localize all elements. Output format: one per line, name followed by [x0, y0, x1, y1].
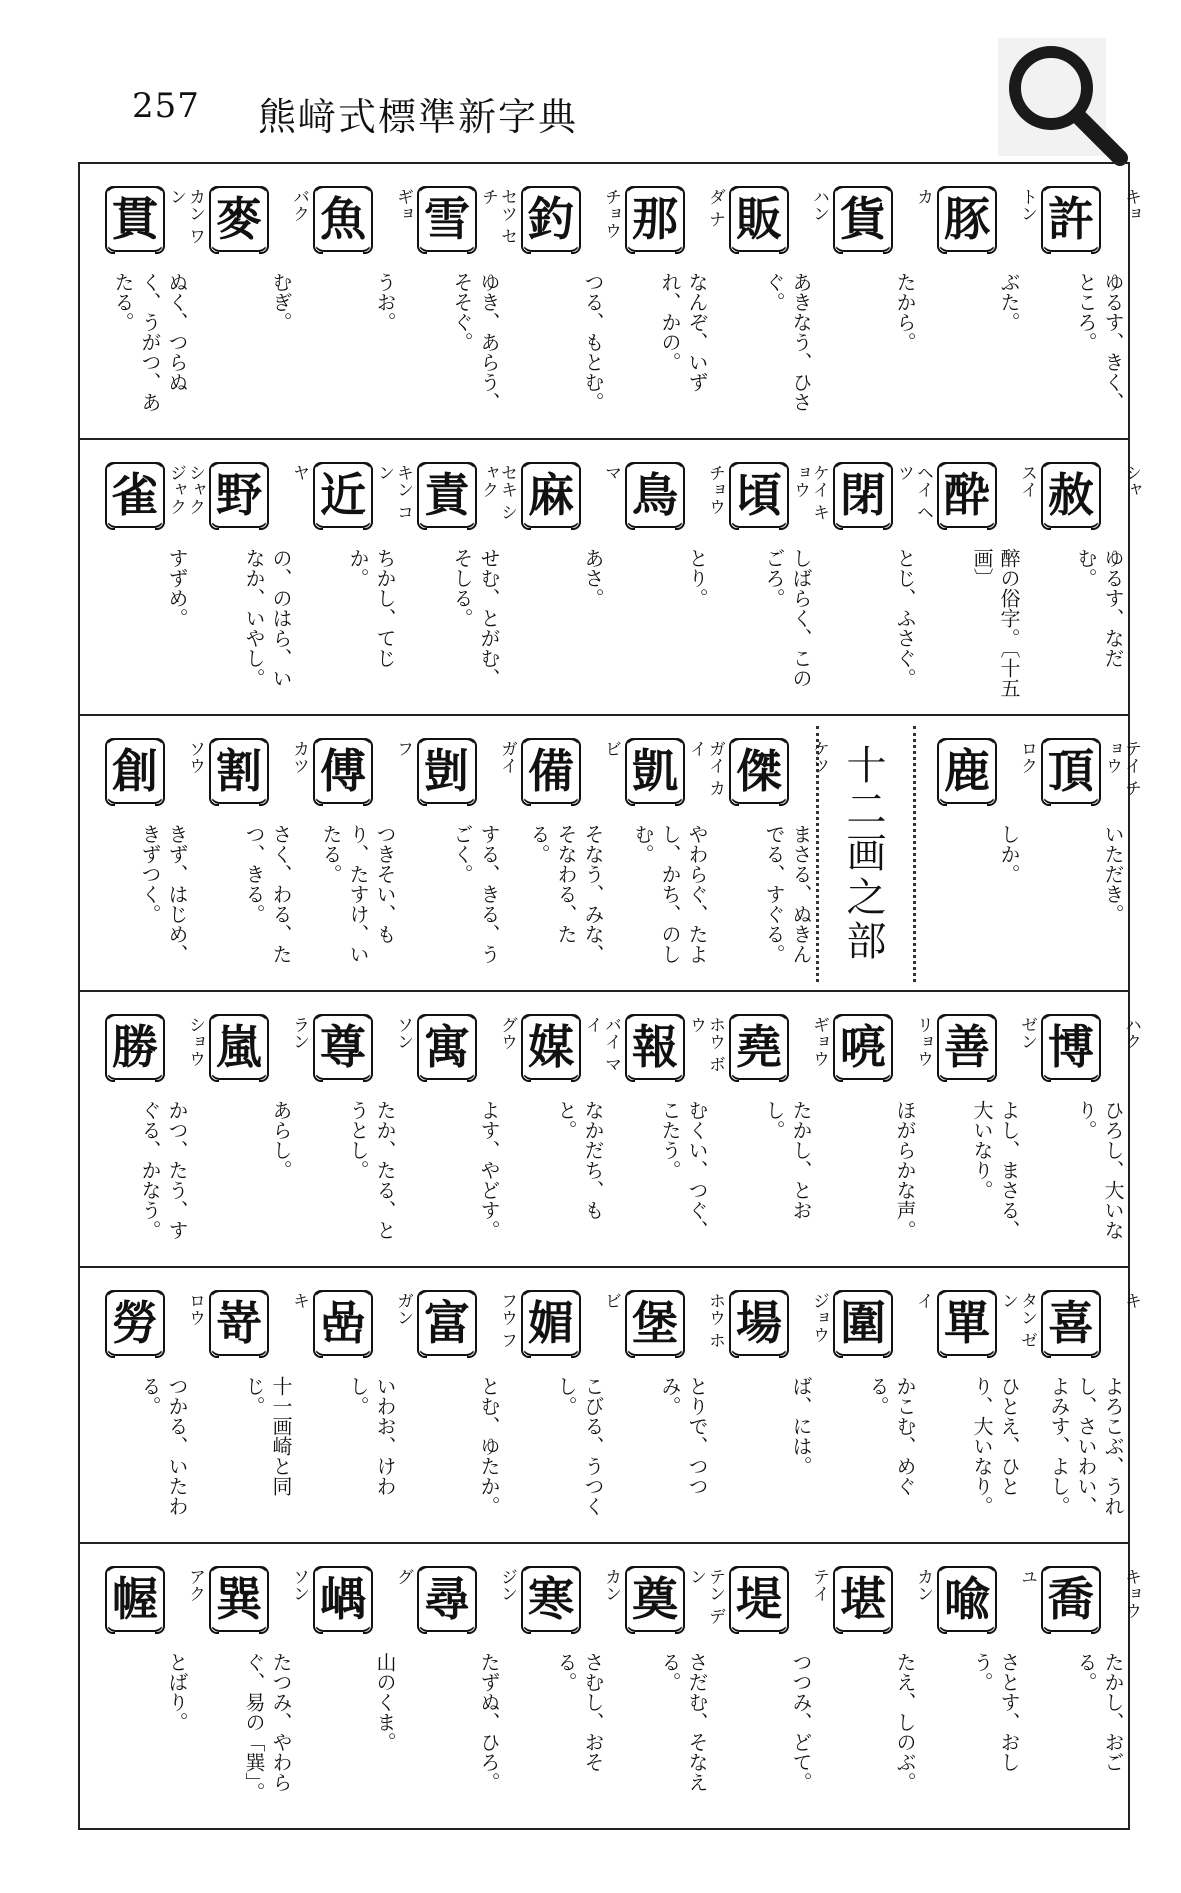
entry-kanji: 雀: [106, 462, 164, 528]
entry-reading: セキ シャク: [478, 464, 517, 521]
entry-kanji: 麻: [522, 462, 580, 528]
entry-kanji: 備: [522, 738, 580, 804]
entry-kanji: 堤: [730, 1566, 788, 1632]
entry-meaning: むくい、つぐ、こたう。: [658, 1100, 709, 1240]
dictionary-entry: [712, 164, 829, 438]
entry-kanji: 善: [938, 1014, 996, 1080]
entry-reading: ハク: [1121, 1016, 1141, 1050]
dictionary-entry: [608, 716, 725, 990]
dictionary-entry: [504, 1544, 621, 1818]
entry-meaning: あさ。: [581, 548, 605, 608]
entry-reading: キョウ: [1121, 1568, 1141, 1619]
entry-meaning: つつみ、どて。: [789, 1652, 813, 1792]
entry-kanji: 販: [730, 186, 788, 252]
entry-kanji: 剴: [418, 738, 476, 804]
entry-meaning: ひとえ、ひとり、大いなり。: [970, 1376, 1021, 1516]
entry-reading: キン コン: [374, 464, 413, 521]
entry-meaning: の、のはら、いなか、いやし。: [242, 548, 293, 688]
entry-reading: イ: [913, 1292, 933, 1309]
entry-meaning: たかし、とおし。: [762, 1100, 813, 1220]
entry-meaning: たから。: [893, 272, 917, 352]
entry-meaning: 醉の俗字。〔十五画〕: [970, 548, 1021, 698]
entry-meaning: たずぬ、ひろ。: [477, 1652, 501, 1792]
entry-kanji: 場: [730, 1290, 788, 1356]
entry-meaning: 十一画崎と同じ。: [242, 1376, 293, 1496]
dictionary-row: [80, 440, 1141, 716]
entry-reading: リョウ: [913, 1016, 933, 1067]
entry-reading: チョウ: [705, 464, 725, 515]
entry-meaning: よろこぶ、うれし、さいわい、よみす、よし。: [1047, 1376, 1125, 1516]
dictionary-row: [80, 1544, 1141, 1820]
entry-reading: ロウ: [185, 1292, 205, 1326]
dictionary-entry: [608, 1268, 725, 1542]
entry-reading: ダ ナ: [705, 188, 725, 228]
entry-kanji: 赦: [1042, 462, 1100, 528]
section-header: 十二画之部: [816, 726, 916, 982]
entry-reading: カン: [913, 1568, 933, 1602]
dictionary-entry: [400, 992, 517, 1266]
entry-meaning: ゆるす、なだむ。: [1074, 548, 1125, 668]
entry-meaning: ぶた。: [997, 272, 1021, 332]
dictionary-entry: [296, 1544, 413, 1818]
dictionary-entry: [296, 716, 413, 990]
entry-reading: グウ: [497, 1016, 517, 1050]
dictionary-row: [80, 164, 1141, 440]
dictionary-entry: [920, 716, 1037, 990]
entry-meaning: しか。: [997, 824, 1021, 884]
entry-meaning: とりで、つつみ。: [658, 1376, 709, 1496]
dictionary-entry: [608, 440, 725, 714]
entry-reading: バイ マイ: [582, 1016, 621, 1073]
entry-meaning: たか、たる、とうとし。: [346, 1100, 397, 1240]
entry-reading: キョ: [1121, 188, 1141, 222]
entry-kanji: 嵎: [314, 1566, 372, 1632]
entry-reading: ケイ キョウ: [790, 464, 829, 521]
entry-meaning: しばらく、このごろ。: [762, 548, 813, 688]
entry-kanji: 嵜: [210, 1290, 268, 1356]
dictionary-entry: [88, 716, 205, 990]
entry-reading: シャ: [1121, 464, 1141, 498]
dictionary-entry: [712, 1544, 829, 1818]
entry-kanji: 圍: [834, 1290, 892, 1356]
dictionary-entry: [920, 992, 1037, 1266]
entry-kanji: 雪: [418, 186, 476, 252]
entry-kanji: 堪: [834, 1566, 892, 1632]
entry-reading: テイ チョウ: [1102, 740, 1141, 797]
dictionary-entry: [192, 440, 309, 714]
entry-kanji: 頂: [1042, 738, 1100, 804]
dictionary-entry: [504, 992, 621, 1266]
entry-reading: タン ゼン: [998, 1292, 1037, 1349]
entry-reading: ヘイ ヘツ: [894, 464, 933, 521]
entry-meaning: つきそい、もり、たすけ、いたる。: [319, 824, 397, 964]
entry-reading: ガイ: [497, 740, 517, 774]
entry-kanji: 嵒: [314, 1290, 372, 1356]
entry-reading: トン: [1017, 188, 1037, 222]
entry-kanji: 創: [106, 738, 164, 804]
entry-meaning: とり。: [685, 548, 709, 608]
entry-reading: フウ フ: [497, 1292, 517, 1349]
entry-kanji: 巽: [210, 1566, 268, 1632]
entry-kanji: 閉: [834, 462, 892, 528]
entry-meaning: さだむ、そなえる。: [658, 1652, 709, 1792]
dictionary-entry: [816, 1544, 933, 1818]
dictionary-entry: [296, 1268, 413, 1542]
dictionary-entry: [192, 1268, 309, 1542]
dictionary-entry: [504, 716, 621, 990]
entry-meaning: する、きる、うごく。: [450, 824, 501, 964]
entry-meaning: 山のくま。: [373, 1652, 397, 1752]
entry-meaning: ば、には。: [789, 1376, 813, 1476]
entry-kanji: 酔: [938, 462, 996, 528]
entry-meaning: たかし、おごる。: [1074, 1652, 1125, 1772]
entry-kanji: 寓: [418, 1014, 476, 1080]
page-number: 257: [132, 86, 200, 126]
entry-kanji: 割: [210, 738, 268, 804]
dictionary-entry: [1024, 992, 1141, 1266]
entry-reading: テン デン: [686, 1568, 725, 1625]
entry-meaning: むぎ。: [269, 272, 293, 332]
entry-kanji: 鹿: [938, 738, 996, 804]
dictionary-entry: [816, 1268, 933, 1542]
entry-meaning: やわらぐ、たよし、かち、のしむ。: [631, 824, 709, 964]
dictionary-entry: [608, 992, 725, 1266]
entry-kanji: 許: [1042, 186, 1100, 252]
dictionary-entry: [1024, 716, 1141, 990]
dictionary-entry: [88, 1268, 205, 1542]
entry-reading: ホウ ボウ: [686, 1016, 725, 1073]
dictionary-entry: [504, 1268, 621, 1542]
entry-reading: カ: [913, 188, 933, 205]
entry-reading: アク: [185, 1568, 205, 1602]
dictionary-entry: [192, 992, 309, 1266]
entry-meaning: きず、はじめ、きずつく。: [138, 824, 189, 964]
entry-kanji: 魚: [314, 186, 372, 252]
entry-reading: カン ワン: [166, 188, 205, 245]
entry-meaning: とじ、ふさぐ。: [893, 548, 917, 688]
dictionary-entry: [192, 164, 309, 438]
entry-reading: スイ: [1017, 464, 1037, 498]
entry-reading: ジン: [497, 1568, 517, 1602]
dictionary-entry: [400, 440, 517, 714]
dictionary-entry: [88, 992, 205, 1266]
entry-kanji: 鳥: [626, 462, 684, 528]
entry-kanji: 責: [418, 462, 476, 528]
entry-reading: ギョ: [393, 188, 413, 222]
entry-kanji: 寒: [522, 1566, 580, 1632]
entry-kanji: 幄: [106, 1566, 164, 1632]
entry-reading: バク: [289, 188, 309, 222]
entry-reading: ショウ: [185, 1016, 205, 1067]
dictionary-entry: [88, 1544, 205, 1818]
entry-reading: ラン: [289, 1016, 309, 1050]
entry-reading: ユ: [1017, 1568, 1037, 1585]
dictionary-entry: [88, 164, 205, 438]
dictionary-entry: [400, 1544, 517, 1818]
entry-reading: マ: [601, 464, 621, 481]
dictionary-entry: [296, 440, 413, 714]
dictionary-entry: [712, 440, 829, 714]
entry-meaning: とむ、ゆたか。: [477, 1376, 501, 1516]
entry-kanji: 報: [626, 1014, 684, 1080]
entry-kanji: 喨: [834, 1014, 892, 1080]
dictionary-entry: [192, 1544, 309, 1818]
entry-meaning: こびる、うつくし。: [554, 1376, 605, 1516]
entry-meaning: かつ、たう、すぐる、かなう。: [138, 1100, 189, 1240]
entry-meaning: いわお、けわし。: [346, 1376, 397, 1496]
entry-reading: ゼン: [1017, 1016, 1037, 1050]
entry-kanji: 堡: [626, 1290, 684, 1356]
entry-kanji: 博: [1042, 1014, 1100, 1080]
entry-kanji: 釣: [522, 186, 580, 252]
dictionary-entry: [920, 164, 1037, 438]
entry-kanji: 傅: [314, 738, 372, 804]
entry-kanji: 喬: [1042, 1566, 1100, 1632]
entry-kanji: 近: [314, 462, 372, 528]
dictionary-row: [80, 716, 1141, 992]
entry-reading: ハン: [809, 188, 829, 222]
entry-reading: グ: [393, 1568, 413, 1585]
entry-meaning: つる、もとむ。: [581, 272, 605, 412]
entry-meaning: ゆき、あらう、そそぐ。: [450, 272, 501, 412]
entry-kanji: 麥: [210, 186, 268, 252]
entry-kanji: 勝: [106, 1014, 164, 1080]
entry-reading: セツ セチ: [478, 188, 517, 245]
dictionary-entry: [192, 716, 309, 990]
entry-meaning: とばり。: [165, 1652, 189, 1732]
entry-reading: ガイ カイ: [686, 740, 725, 797]
entry-kanji: 媚: [522, 1290, 580, 1356]
dictionary-entry: [712, 716, 829, 990]
entry-kanji: 喜: [1042, 1290, 1100, 1356]
dictionary-entry: [1024, 440, 1141, 714]
entry-reading: カン: [601, 1568, 621, 1602]
dictionary-entry: [816, 440, 933, 714]
entry-reading: ロク: [1017, 740, 1037, 774]
entry-reading: ソン: [393, 1016, 413, 1050]
entry-kanji: 尊: [314, 1014, 372, 1080]
entry-kanji: 堯: [730, 1014, 788, 1080]
entry-meaning: さむし、おそる。: [554, 1652, 605, 1772]
dictionary-entry: [608, 1544, 725, 1818]
entry-meaning: さく、わる、たつ、きる。: [242, 824, 293, 964]
entry-meaning: あきなう、ひさぐ。: [762, 272, 813, 412]
entry-kanji: 富: [418, 1290, 476, 1356]
entry-meaning: ちかし、てじか。: [346, 548, 397, 668]
dictionary-entry: [816, 992, 933, 1266]
entry-kanji: 貨: [834, 186, 892, 252]
entry-reading: テイ: [809, 1568, 829, 1602]
entry-kanji: 尋: [418, 1566, 476, 1632]
entry-reading: フ: [393, 740, 413, 757]
entry-meaning: つかる、いたわる。: [138, 1376, 189, 1516]
dictionary-entry: [504, 440, 621, 714]
entry-kanji: 嵐: [210, 1014, 268, 1080]
entry-meaning: たえ、しのぶ。: [893, 1652, 917, 1792]
dictionary-entry: [296, 992, 413, 1266]
entry-meaning: なんぞ、いずれ、かの。: [658, 272, 709, 392]
dictionary-frame: [78, 162, 1141, 1830]
entry-kanji: 頃: [730, 462, 788, 528]
entry-reading: ホウ ホ: [705, 1292, 725, 1349]
entry-kanji: 凱: [626, 738, 684, 804]
entry-reading: ヤ: [289, 464, 309, 481]
entry-reading: ソウ: [185, 740, 205, 774]
dictionary-entry: [920, 1268, 1037, 1542]
entry-reading: シャク ジャク: [166, 464, 205, 515]
entry-reading: ガン: [393, 1292, 413, 1326]
entry-meaning: ひろし、大いなり。: [1074, 1100, 1125, 1240]
dictionary-entry: [1024, 1544, 1141, 1818]
book-title: 熊﨑式標準新字典: [258, 95, 579, 139]
magnifier-search-icon[interactable]: [996, 30, 1131, 170]
dictionary-entry: [400, 716, 517, 990]
entry-meaning: せむ、とがむ、そしる。: [450, 548, 501, 688]
entry-reading: ソン: [289, 1568, 309, 1602]
entry-kanji: 喩: [938, 1566, 996, 1632]
entry-meaning: ぬく、つらぬく、うがつ、あたる。: [111, 272, 189, 412]
entry-reading: ビ: [601, 1292, 621, 1309]
entry-reading: キ: [1121, 1292, 1141, 1309]
entry-reading: チョウ: [601, 188, 621, 239]
entry-kanji: 豚: [938, 186, 996, 252]
dictionary-entry: [1024, 164, 1141, 438]
entry-meaning: よす、やどす。: [477, 1100, 501, 1240]
entry-reading: ビ: [601, 740, 621, 757]
entry-meaning: なかだち、もと。: [554, 1100, 605, 1220]
dictionary-entry: [296, 164, 413, 438]
entry-kanji: 媒: [522, 1014, 580, 1080]
entry-meaning: そなう、みな、そなわる、たる。: [527, 824, 605, 964]
dictionary-entry: [504, 164, 621, 438]
entry-kanji: 奠: [626, 1566, 684, 1632]
entry-meaning: ゆるす、きく、ところ。: [1074, 272, 1125, 412]
dictionary-entry: [1024, 1268, 1141, 1542]
entry-meaning: かこむ、めぐる。: [866, 1376, 917, 1496]
entry-kanji: 野: [210, 462, 268, 528]
dictionary-entry: [712, 1268, 829, 1542]
entry-meaning: すずめ。: [165, 548, 189, 628]
dictionary-entry: [816, 164, 933, 438]
dictionary-row: [80, 992, 1141, 1268]
entry-meaning: ほがらかな声。: [893, 1100, 917, 1240]
entry-reading: キ: [289, 1292, 309, 1309]
entry-kanji: 傑: [730, 738, 788, 804]
entry-meaning: いただき。: [1101, 824, 1125, 924]
entry-reading: カツ: [289, 740, 309, 774]
entry-meaning: あらし。: [269, 1100, 293, 1180]
entry-kanji: 那: [626, 186, 684, 252]
entry-kanji: 勞: [106, 1290, 164, 1356]
dictionary-entry: [400, 1268, 517, 1542]
dictionary-entry: [712, 992, 829, 1266]
dictionary-entry: [608, 164, 725, 438]
entry-meaning: まさる、ぬきんでる、すぐる。: [762, 824, 813, 964]
entry-kanji: 貫: [106, 186, 164, 252]
entry-meaning: よし、まさる、大いなり。: [970, 1100, 1021, 1240]
dictionary-entry: [88, 440, 205, 714]
entry-reading: ジョウ: [809, 1292, 829, 1343]
entry-reading: ケツ: [809, 740, 829, 774]
dictionary-entry: [920, 1544, 1037, 1818]
dictionary-row: [80, 1268, 1141, 1544]
entry-meaning: さとす、おしう。: [970, 1652, 1021, 1772]
dictionary-entry: [920, 440, 1037, 714]
dictionary-entry: [400, 164, 517, 438]
entry-reading: ギョウ: [809, 1016, 829, 1067]
entry-kanji: 單: [938, 1290, 996, 1356]
entry-meaning: たつみ、やわらぐ、易の「巽」。: [242, 1652, 293, 1802]
entry-meaning: うお。: [373, 272, 397, 332]
